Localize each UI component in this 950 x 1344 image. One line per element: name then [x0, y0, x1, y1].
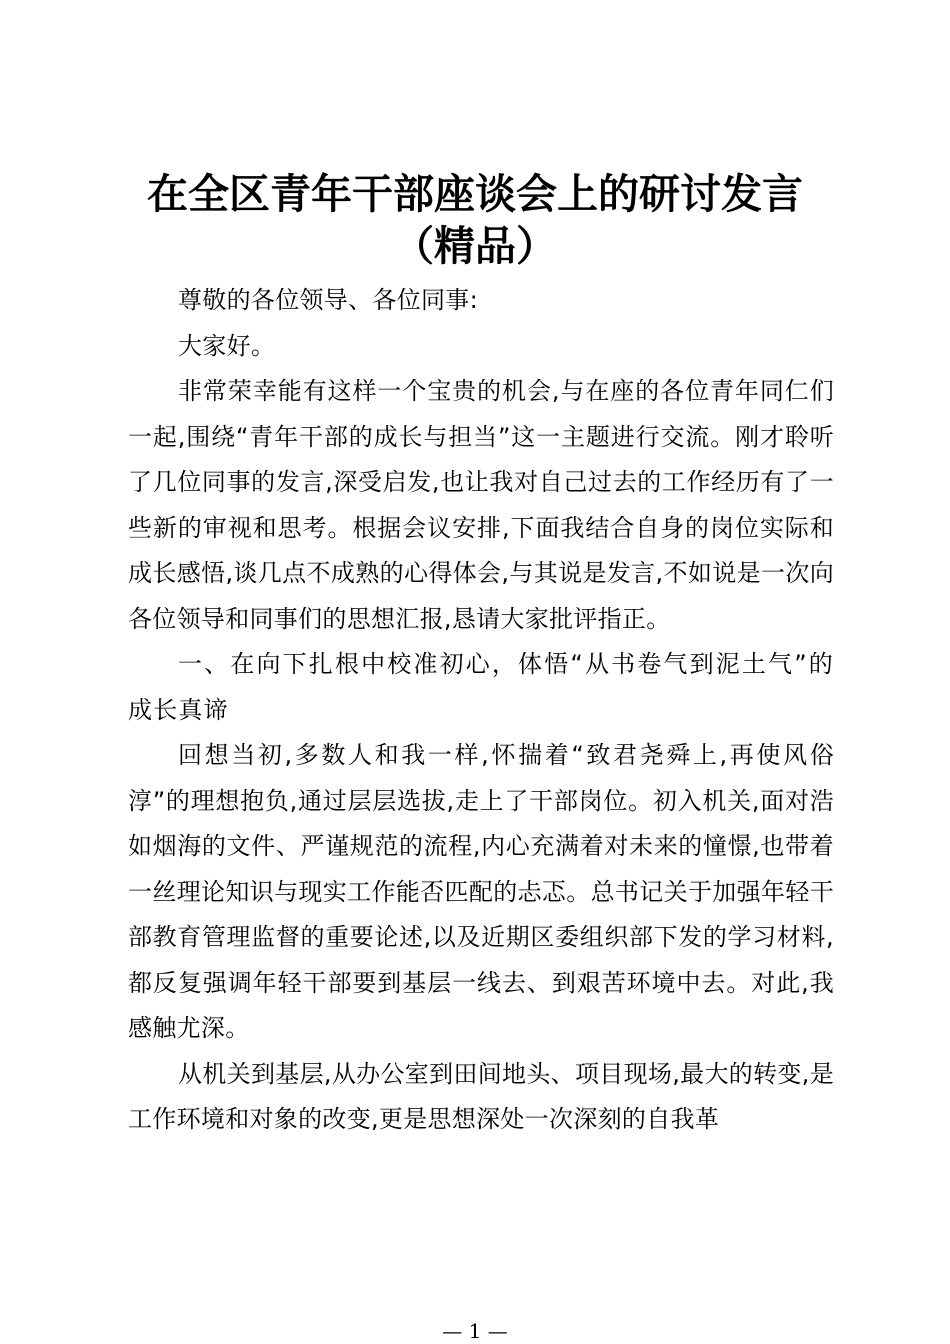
document-body [128, 278, 834, 1143]
salutation: 尊敬的各位领导、各位同事: [178, 286, 478, 314]
paragraph-intro: 非常荣幸能有这样一个宝贵的机会,与在座的各位青年同仁们一起,围绕“青年干部的成长与担当”这一主题进行交流。刚才聆听了几位同事的发言,深受启发,也让我对自己过去的工作经历有了一些新的审视和思考。根据会议安排,下面我结合自身的岗位实际和成长感悟,谈几点不成熟的心得体会,与其说是发言,不如说是一次向各位领导和同事们的思想汇报,恳请大家批评指正。 [128, 377, 834, 633]
document-title-suffix: （精品） [393, 222, 557, 270]
section-heading-1: 一、在向下扎根中校准初心，体悟“从书卷气到泥土气”的成长真谛 [128, 650, 834, 724]
greeting: 大家好。 [178, 331, 276, 360]
page-number: — 1 — [442, 1319, 508, 1343]
paragraph-recall: 回想当初,多数人和我一样,怀揣着“致君尧舜上,再使风俗淳”的理想抱负,通过层层选拔,走上了干部岗位。初入机关,面对浩如烟海的文件、严谨规范的流程,内心充满着对未来的憧憬,也带着一丝理论知识与现实工作能否匹配的忐忑。总书记关于加强年轻干部教育管理监督的重要论述,以及近期区委组织部下发的学习材料,都反复强调年轻干部要到基层一线去、到艰苦环境中去。对此,我感触尤深。 [128, 741, 834, 1042]
paragraph-grassroots: 从机关到基层,从办公室到田间地头、项目现场,最大的转变,是工作环境和对象的改变,更是思想深处一次深刻的自我革 [128, 1059, 834, 1133]
document-title: 在全区青年干部座谈会上的研讨发言 [147, 170, 803, 218]
